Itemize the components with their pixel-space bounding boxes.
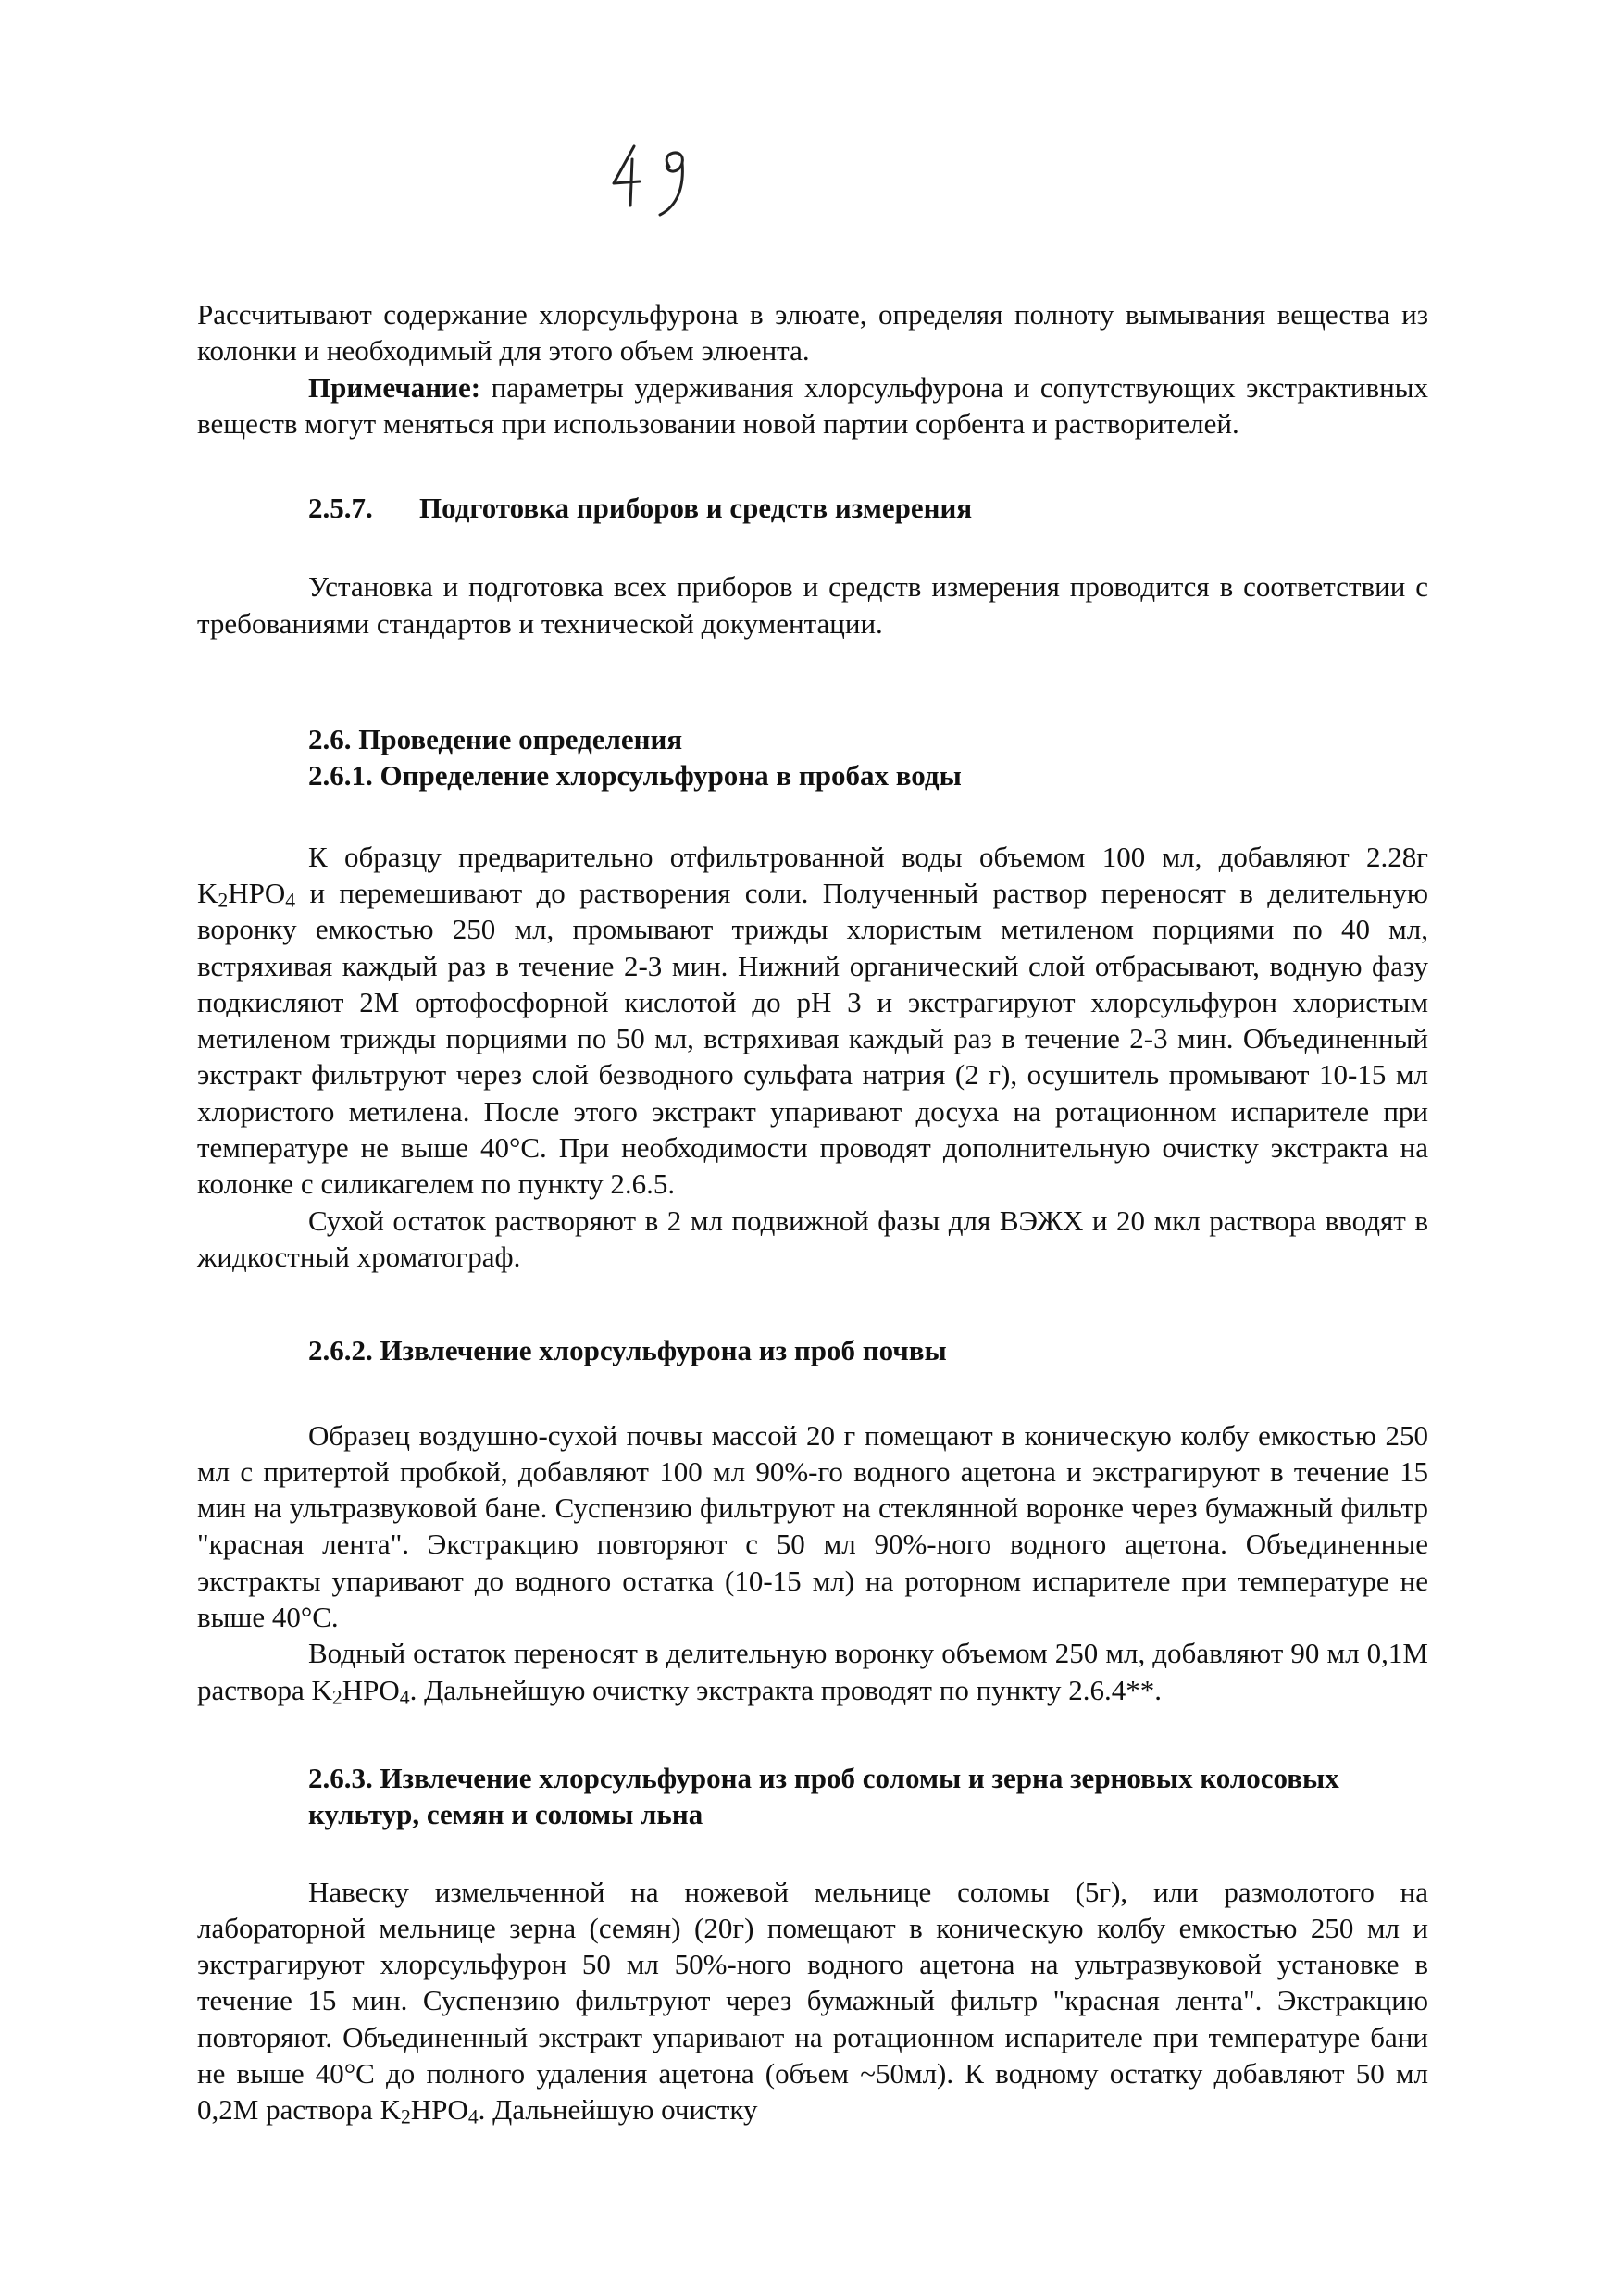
section-heading-2-6-1: 2.6.1. Определение хлорсульфурона в пробах воды	[308, 759, 962, 792]
section-heading-2-5-7	[197, 490, 1428, 526]
paragraph-straw-grain-procedure: Навеску измельченной на ножевой мельнице соломы (5г), или размолотого на лабораторной мельнице зерна (семян) (20г) помещают в коническую колбу емкостью 250 мл и экстрагируют хлорсульфурон 50 мл 50%-ного водного ацетона на ультразвуковой установке в течение 15 мин. Суспензию фильтруют через бумажный фильтр "красная лента". Экстракцию повторяют. Объединенный экстракт упаривают на ротационном испарителе при температуре бани не выше 40°С до полного удаления ацетона (объем ~50мл). К водному остатку добавляют 50 мл 0,2М раствора $K_2HPO_4$. Дальнейшую очистку	[197, 1875, 1428, 2128]
section-heading-2-6-3: 2.6.3. Извлечение хлорсульфурона из проб соломы и зерна зерновых колосовых культур, семян и соломы льна	[308, 1761, 1339, 1831]
note-paragraph	[197, 369, 1428, 443]
document-body	[197, 296, 1428, 2128]
paragraph-instruments: Установка и подготовка всех приборов и средств измерения проводится в соответствии с требованиями стандартов и технической документации.	[197, 570, 1428, 640]
paragraph-soil-procedure: Образец воздушно-сухой почвы массой 20 г помещают в коническую колбу емкостью 250 мл с притертой пробкой, добавляют 100 мл 90%-го водного ацетона и экстрагируют в течение 15 мин на ультразвуковой бане. Суспензию фильтруют на стеклянной воронке через бумажный фильтр "красная лента". Экстракцию повторяют с 50 мл 90%-ного водного ацетона. Объединенные экстракты упаривают до водного остатка (10-15 мл) на роторном испарителе при температуре не выше 40°С.	[197, 1418, 1428, 1634]
note-text: параметры удерживания хлорсульфурона и сопутствующих экстрактивных веществ могут меняться при использовании новой партии сорбента и растворителей.	[197, 370, 1429, 440]
paragraph-water-procedure: К образцу предварительно отфильтрованной воды объемом 100 мл, добавляют 2.28г $K_2HPO_4$ и перемешивают до растворения соли. Полученный раствор переносят в делительную воронку емкостью 250 мл, промывают трижды хлористым метиленом порциями по 40 мл, встряхивая каждый раз в течение 2-3 мин. Нижний органический слой отбрасывают, водную фазу подкисляют 2М ортофосфорной кислотой до pH 3 и экстрагируют хлорсульфурон хлористым метиленом трижды порциями по 50 мл, встряхивая каждый раз в течение 2-3 мин. Объединенный экстракт фильтруют через слой безводного сульфата натрия (2 г), осушитель промывают 10-15 мл хлористого метилена. После этого экстракт упаривают досуха на ротационном испарителе при температуре не выше 40°С. При необходимости проводят дополнительную очистку экстракта на колонке с силикагелем по пункту 2.6.5.	[197, 840, 1428, 1201]
paragraph-water-residue: Водный остаток переносят в делительную воронку объемом 250 мл, добавляют 90 мл 0,1М раствора $K_2HPO_4$. Дальнейшую очистку экстракта проводят по пункту 2.6.4**.	[197, 1637, 1428, 1708]
handwritten-page-number	[606, 139, 708, 222]
note-label: Примечание:	[308, 370, 481, 404]
paragraph-dry-residue: Сухой остаток растворяют в 2 мл подвижной фазы для ВЭЖХ и 20 мкл раствора вводят в жидкостный хроматограф.	[197, 1204, 1428, 1273]
section-heading-2-6: 2.6. Проведение определения	[308, 723, 683, 756]
section-title: Подготовка приборов и средств измерения	[419, 492, 973, 525]
section-number: 2.5.7.	[308, 492, 373, 525]
section-heading-2-6-2: 2.6.2. Извлечение хлорсульфурона из проб почвы	[308, 1334, 947, 1367]
paragraph-elution: Рассчитывают содержание хлорсульфурона в элюате, определяя полноту вымывания вещества из колонки и необходимый для этого объем элюента.	[197, 298, 1428, 368]
